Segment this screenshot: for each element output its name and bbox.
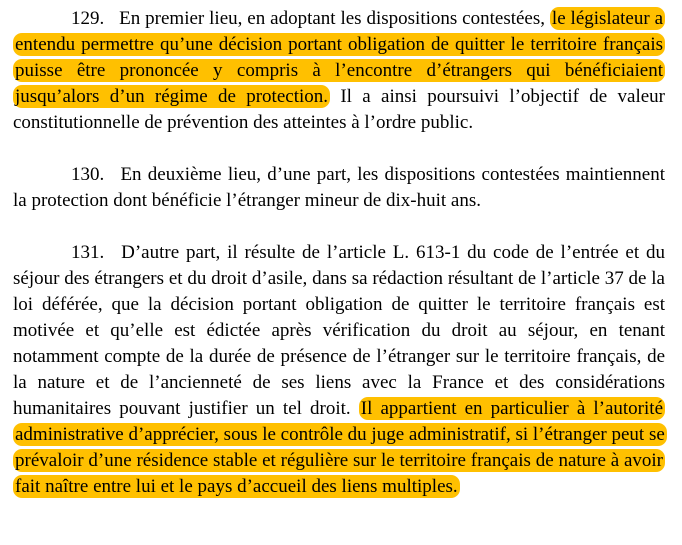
document-page xyxy=(13,6,665,500)
highlighted-text: le législateur a entendu permettre qu’une décision portant obligation de quitter le territoire français puisse être prononcée y compris à l’encontre d’étrangers qui bénéficiaient jusqu’alors d’un régime de protection. xyxy=(15,8,664,107)
paragraph-130 xyxy=(13,162,665,214)
paragraph-text: En premier lieu, en adoptant les dispositions contestées, xyxy=(119,8,546,29)
paragraph-text: En deuxième lieu, d’une part, les dispositions contestées maintiennent la protection dont bénéficie l’étranger mineur de dix-huit ans. xyxy=(13,164,665,211)
paragraph-number: 130. xyxy=(71,164,105,185)
paragraph-number: 131. xyxy=(71,242,105,263)
highlighted-text: Il appartient en particulier à l’autorité administrative d’apprécier, sous le contrôle du juge administratif, si l’étranger peut se prévaloir d’une résidence stable et régulière sur le territoire français de nature à avoir fait naître entre lui et le pays d’accueil des liens multiples. xyxy=(15,398,665,497)
paragraph-text: D’autre part, il résulte de l’article L. 613-1 du code de l’entrée et du séjour des étrangers et du droit d’asile, dans sa rédaction résultant de l’article 37 de la loi déférée, que la décision portant obligation de quitter le territoire français est motivée et qu’elle est édictée après vérification du droit au séjour, en tenant notamment compte de la durée de présence de l’étranger sur le territoire français, de la nature et de l’ancienneté de ses liens avec la France et des considérations humanitaires pouvant justifier un tel droit. xyxy=(13,242,665,419)
paragraph-129 xyxy=(13,6,665,136)
paragraph-text: Il a ainsi poursuivi l’objectif de valeur constitutionnelle de prévention des atteintes à l’ordre public. xyxy=(13,86,666,133)
paragraph-131 xyxy=(13,240,665,500)
paragraph-number: 129. xyxy=(71,8,105,29)
